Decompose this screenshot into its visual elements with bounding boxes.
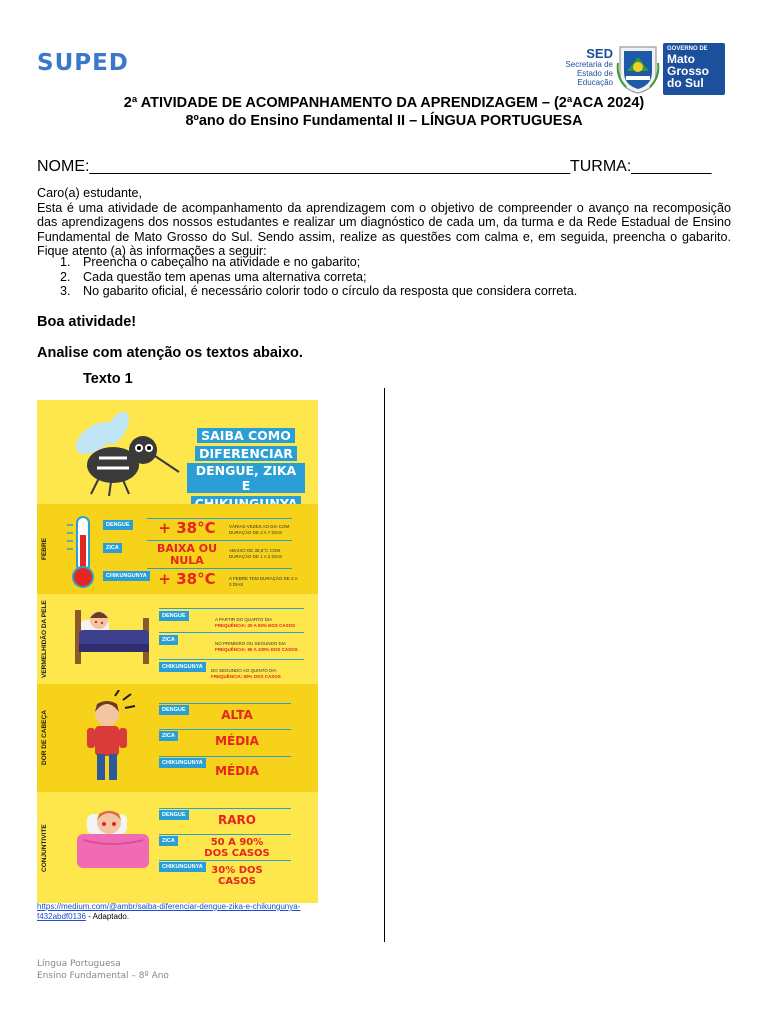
instruction-item — [60, 284, 720, 299]
column-divider — [384, 388, 385, 942]
conj-dengue-tag: DENGUE — [159, 810, 189, 820]
cabeca-zika-tag: ZICA — [159, 731, 178, 741]
suped-logo: SUPED — [37, 50, 129, 76]
pele-chik-note-text: DO SEGUNDO AO QUINTO DIA — [211, 668, 277, 673]
child-headache-icon — [79, 690, 139, 786]
greeting: Caro(a) estudante, — [37, 186, 143, 200]
pele-chik-tag: CHIKUNGUNYA — [159, 662, 206, 672]
rule — [147, 540, 292, 541]
instruction-number: 2. — [60, 269, 71, 284]
boa-atividade: Boa atividade! — [37, 314, 137, 330]
instruction-number: 3. — [60, 284, 71, 299]
sed-line-3: Educação — [577, 78, 613, 87]
febre-label: FEBRE — [41, 537, 48, 561]
instruction-item — [60, 255, 720, 270]
source-caption — [37, 902, 347, 922]
rule — [159, 860, 291, 861]
source-link[interactable] — [37, 902, 300, 921]
child-in-bed-icon — [71, 604, 153, 666]
pele-zika-note-text: NO PRIMEIRO OU SEGUNDO DIA — [215, 641, 287, 646]
cabeca-dengue-tag: DENGUE — [159, 705, 189, 715]
rule — [159, 608, 304, 609]
state-crest-icon — [616, 43, 660, 95]
source-link-line-2[interactable]: f432abdf0136 — [37, 912, 86, 921]
rule — [159, 703, 291, 704]
activity-title: 2ª ATIVIDADE DE ACOMPANHAMENTO DA APRENDIZAGEM – (2ªACA 2024) — [123, 95, 645, 111]
analise-prompt: Analise com atenção os textos abaixo. — [37, 345, 303, 361]
source-link-line-1[interactable]: https://medium.com/@ambr/saiba-diferenciar-dengue-zika-e-chikungunya- — [37, 902, 301, 911]
institution-logos — [553, 43, 725, 95]
febre-zika-value: BAIXA OU NULA — [156, 542, 218, 567]
instruction-text: No gabarito oficial, é necessário colorir todo o círculo da resposta que considera correta. — [83, 284, 578, 299]
cabeca-zika-value: MÉDIA — [215, 734, 259, 748]
dengue-zika-chikungunya-infographic — [37, 400, 318, 903]
instruction-text: Cada questão tem apenas uma alternativa correta; — [83, 269, 367, 284]
mosquito-icon — [55, 410, 185, 498]
febre-dengue-tag: DENGUE — [103, 520, 133, 530]
instruction-item — [60, 270, 720, 285]
febre-zika-tag: ZICA — [103, 543, 122, 553]
conjuntivite-label: CONJUNTIVITE — [41, 824, 48, 873]
child-conjunctivitis-icon — [73, 804, 151, 870]
pele-zika-freq: FREQUÊNCIA: 90 A 100% DOS CASOS — [215, 646, 298, 652]
sed-line-1: Secretaria de — [565, 60, 613, 69]
febre-chik-note: A FEBRE TEM DURAÇÃO DE 2 A 3 DIAS — [229, 576, 298, 587]
rule — [159, 834, 291, 835]
infographic-headline — [187, 427, 305, 513]
sed-line-2: Estado de — [576, 69, 613, 78]
footer-subject: Língua Portuguesa — [37, 959, 121, 969]
instructions-list — [60, 255, 720, 299]
cabeca-chik-value: MÉDIA — [215, 764, 259, 778]
headline-line-2: DIFERENCIAR — [195, 446, 297, 461]
pele-label: VERMELHIDÃO DA PELE — [41, 600, 48, 678]
sed-acronym: SED — [586, 46, 613, 61]
gov-line-1: Mato — [667, 52, 695, 66]
governo-ms-logo — [663, 43, 725, 95]
page-footer — [37, 958, 169, 982]
conj-zika-value: 50 A 90% DOS CASOS — [204, 837, 270, 859]
conj-zika-tag: ZICA — [159, 836, 178, 846]
gov-line-3: do Sul — [667, 76, 704, 90]
cabeca-label: DOR DE CABEÇA — [41, 710, 48, 766]
pele-chik-note — [211, 668, 306, 679]
headline-line-3: DENGUE, ZIKA E — [187, 463, 305, 493]
febre-chik-tag: CHIKUNGUNYA — [103, 571, 150, 581]
headline-line-1: SAIBA COMO — [197, 428, 295, 443]
pele-zika-note — [215, 641, 310, 652]
sed-logo — [553, 47, 613, 87]
rule — [147, 568, 292, 569]
intro-paragraph: Esta é uma atividade de acompanhamento da aprendizagem com o objetivo de compreender o avanço na recomposição das aprendizagens dos nossos estudantes e realizar um diagnóstico de cada um, da turma e da Rede Estadual de Ensino Fundamental de Mato Grosso do Sul. Sendo assim, realize as questões com calma e, em seguida, preencha o gabarito. Fique atento (a) às informações a seguir: — [37, 200, 731, 259]
intro-text — [37, 186, 731, 259]
conj-chik-tag: CHIKUNGUNYA — [159, 862, 206, 872]
febre-dengue-note: VÁRIAS VEZES AO DIA COM DURAÇÃO DE 4 A 7 DIAS — [229, 524, 290, 535]
rule — [159, 729, 291, 730]
texto-1-heading: Texto 1 — [83, 371, 133, 387]
activity-subtitle: 8ºano do Ensino Fundamental II – LÍNGUA PORTUGUESA — [185, 113, 583, 129]
instruction-text: Preencha o cabeçalho na atividade e no gabarito; — [83, 255, 361, 269]
conj-chik-value: 30% DOS CASOS — [211, 865, 263, 887]
rule — [159, 756, 291, 757]
rule — [159, 632, 304, 633]
footer-grade: Ensino Fundamental – 8º Ano — [37, 971, 169, 981]
febre-chik-value: + 38°C — [158, 570, 216, 588]
source-suffix: - Adaptado. — [85, 912, 130, 921]
conj-dengue-value: RARO — [218, 813, 256, 827]
rule — [159, 808, 291, 809]
pele-zika-tag: ZICA — [159, 635, 178, 645]
name-class-field: NOME:______________________________________________________TURMA:_________ — [37, 158, 712, 175]
cabeca-chik-tag: CHIKUNGUNYA — [159, 758, 206, 768]
febre-zika-note: ABAIXO DE 38,5°C COM DURAÇÃO DE 1 A 2 DIAS — [229, 548, 283, 559]
cabeca-dengue-value: ALTA — [221, 708, 253, 722]
instruction-number: 1. — [60, 255, 71, 269]
pele-dengue-note-text: A PARTIR DO QUARTO DIA — [215, 617, 273, 622]
rule — [159, 659, 304, 660]
febre-dengue-value: + 38°C — [158, 519, 216, 537]
pele-dengue-tag: DENGUE — [159, 611, 189, 621]
pele-dengue-note — [215, 617, 310, 628]
gov-small-text: GOVERNO DE — [667, 46, 708, 52]
pele-dengue-freq: FREQUÊNCIA: 30 A 50% DOS CASOS — [215, 622, 296, 628]
pele-chik-freq: FREQUÊNCIA: 50% DOS CASOS — [211, 673, 281, 679]
gov-line-2: Grosso — [667, 64, 710, 78]
thermometer-icon — [65, 515, 101, 589]
